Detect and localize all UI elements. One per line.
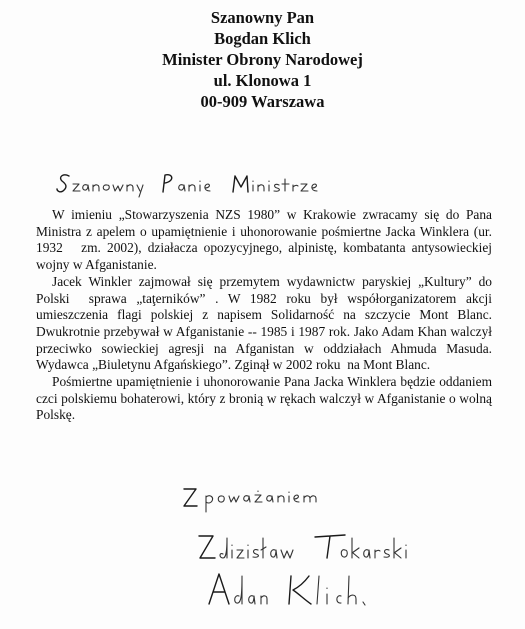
recipient-line-2: Bogdan Klich: [214, 29, 311, 48]
recipient-address: [0, 7, 525, 112]
signature-2: [205, 568, 405, 612]
paragraph-2: Jacek Winkler zajmował się przemytem wydawnictw paryskiej „Kultury” do Polski sprawa „taţerników” . W 1982 roku był współorganizatorem akcji umieszczenia flagi polskiej z napisem Solidarność na szczycie Mont Blanc. Dwukrotnie przebywał w Afganistanie -- 1985 i 1987 rok. Jako Adam Khan walczył przeciwko sowieckiej agresji na Afganistan w oddziałach Ahmuda Masuda. Wydawca „Biuletynu Afgańskiego”. Zginął w 2002 roku na Mont Blanc.: [36, 273, 492, 373]
signature-1: [195, 528, 435, 566]
handwritten-salutation: [55, 170, 325, 198]
recipient-line-4: ul. Klonowa 1: [213, 71, 312, 90]
paragraph-1: W imieniu „Stowarzyszenia NZS 1980” w Krakowie zwracamy się do Pana Ministra z apelem o upamiętnienie i uhonorowanie pośmiertne Jacka Winklera (ur. 1932 zm. 2002), działacza opozycyjnego, alpinistę, kombatanta antysowieckiej wojny w Afganistanie.: [36, 207, 492, 273]
paragraph-3: Pośmiertne upamiętnienie i uhonorowanie Pana Jacka Winklera będzie oddaniem czci polskiemu bohaterowi, który z bronią w rękach walczył w Afganistanie o wolną Polskę.: [36, 374, 492, 423]
handwritten-closing: [180, 484, 350, 514]
recipient-line-1: Szanowny Pan: [210, 8, 315, 27]
recipient-line-5: 00-909 Warszawa: [200, 92, 325, 111]
letter-body: [36, 207, 492, 424]
recipient-line-3: Minister Obrony Narodowej: [162, 50, 363, 69]
